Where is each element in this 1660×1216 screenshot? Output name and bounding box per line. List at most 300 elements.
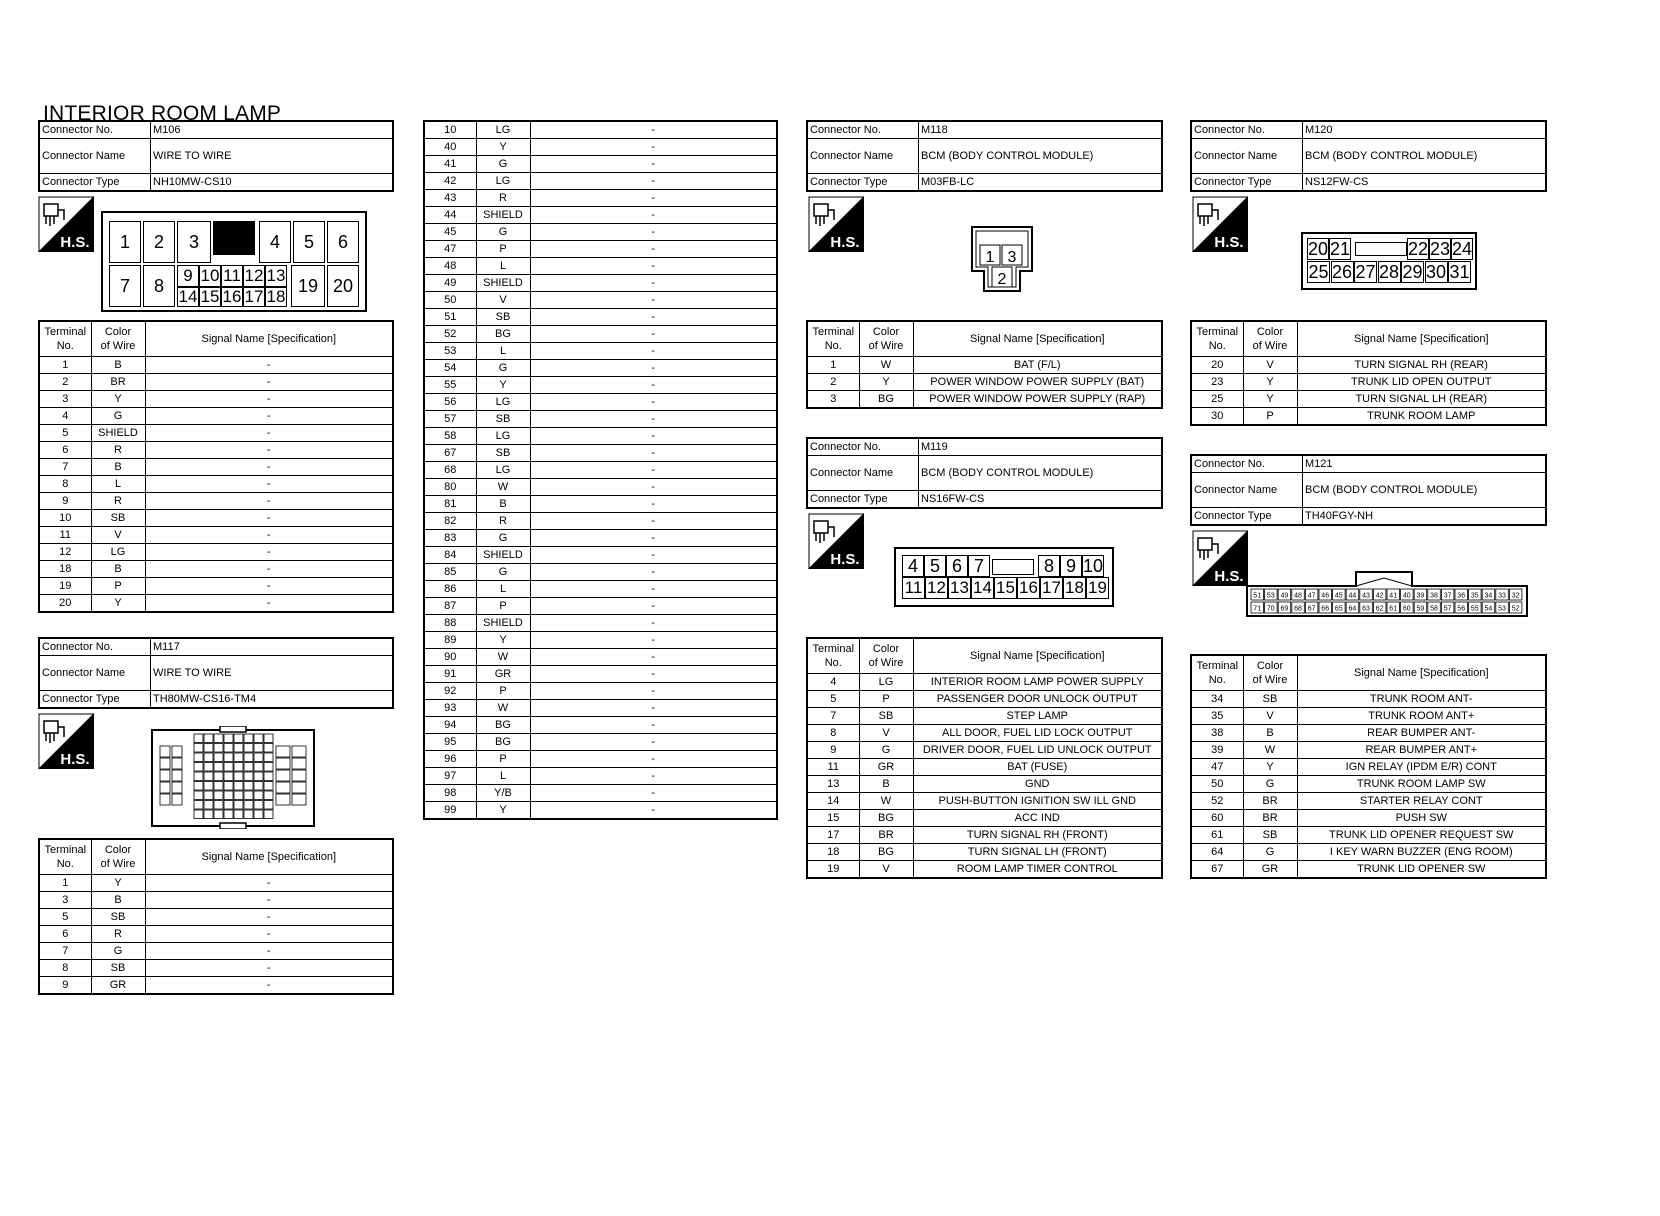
pin-row	[424, 768, 777, 785]
signal-cell: -	[145, 561, 393, 578]
signal-cell: -	[530, 292, 777, 309]
color-header-b: of Wire	[100, 340, 136, 352]
color-cell: G	[476, 156, 530, 173]
connector-pin	[204, 791, 213, 800]
pin-row	[424, 275, 777, 292]
connector-pin	[244, 772, 253, 781]
terminal-cell: 81	[424, 496, 476, 513]
info-label: Connector No.	[39, 121, 151, 139]
connector-pin	[276, 782, 290, 793]
connector-pin-label: 49	[1280, 592, 1289, 600]
connector-pin: 13	[948, 577, 971, 599]
color-header	[859, 321, 913, 357]
pin-row	[1191, 725, 1546, 742]
terminal-cell: 42	[424, 173, 476, 190]
color-header-b: of Wire	[1252, 340, 1288, 352]
color-cell: SHIELD	[476, 207, 530, 224]
pin-row	[39, 374, 393, 391]
color-cell: SB	[476, 411, 530, 428]
pin-row	[807, 691, 1162, 708]
color-cell: P	[476, 751, 530, 768]
info-value: BCM (BODY CONTROL MODULE)	[1303, 473, 1547, 508]
signal-cell: -	[530, 360, 777, 377]
connector-pin-label: 56	[1457, 605, 1466, 613]
signal-cell: -	[145, 875, 393, 892]
color-cell: B	[1243, 725, 1297, 742]
pin-row	[424, 360, 777, 377]
m121-info-table	[1190, 454, 1547, 526]
terminal-cell: 51	[424, 309, 476, 326]
connector-pin-label: 71	[1253, 605, 1262, 613]
color-cell: BG	[476, 326, 530, 343]
terminal-cell: 52	[424, 326, 476, 343]
m117-connector-face	[150, 726, 316, 829]
signal-cell: TRUNK ROOM ANT-	[1297, 691, 1546, 708]
connector-pin	[172, 794, 182, 805]
m117-pin-block	[38, 838, 394, 995]
color-cell: G	[91, 943, 145, 960]
color-cell: GR	[476, 666, 530, 683]
m106-info-block	[38, 120, 394, 192]
signal-header: Signal Name [Specification]	[1297, 321, 1546, 357]
terminal-cell: 3	[39, 892, 91, 909]
info-row	[39, 174, 393, 192]
signal-header: Signal Name [Specification]	[1297, 655, 1546, 691]
connector-pin-label: 44	[1348, 592, 1357, 600]
signal-cell: TURN SIGNAL LH (FRONT)	[913, 844, 1162, 861]
info-row	[1191, 473, 1546, 508]
connector-pin	[234, 782, 243, 791]
pin-row	[424, 700, 777, 717]
m119-info-table	[806, 437, 1163, 509]
terminal-cell: 14	[807, 793, 859, 810]
color-cell: B	[859, 776, 913, 793]
hs-icon	[808, 513, 864, 569]
color-cell: Y	[1243, 391, 1297, 408]
terminal-cell: 34	[1191, 691, 1243, 708]
connector-pin	[194, 744, 203, 753]
connector-pin: 7	[968, 555, 990, 577]
color-cell: SHIELD	[476, 547, 530, 564]
m118-pin-3: 3	[1007, 249, 1017, 266]
signal-cell: -	[145, 493, 393, 510]
signal-cell: -	[530, 326, 777, 343]
color-cell: W	[476, 479, 530, 496]
signal-cell: -	[530, 275, 777, 292]
terminal-cell: 1	[39, 875, 91, 892]
m121-pin-block	[1190, 654, 1547, 879]
terminal-header	[807, 638, 859, 674]
color-cell: P	[859, 691, 913, 708]
pin-row	[1191, 742, 1546, 759]
pin-row	[424, 479, 777, 496]
connector-pin	[234, 791, 243, 800]
terminal-cell: 90	[424, 649, 476, 666]
color-cell: Y	[91, 875, 145, 892]
pin-row	[424, 785, 777, 802]
connector-pin	[244, 734, 253, 743]
color-cell: R	[476, 513, 530, 530]
hs-label: H.S.	[830, 234, 860, 251]
connector-pin	[224, 782, 233, 791]
terminal-cell: 8	[39, 476, 91, 493]
terminal-header	[39, 839, 91, 875]
terminal-header-b: No.	[824, 340, 842, 352]
connector-pin-label: 40	[1402, 592, 1411, 600]
connector-pin	[224, 734, 233, 743]
pin-row	[807, 776, 1162, 793]
terminal-cell: 99	[424, 802, 476, 820]
color-cell: B	[91, 892, 145, 909]
connector-pin-label: 39	[1416, 592, 1425, 600]
connector-pin	[160, 770, 170, 781]
connector-pin: 15	[994, 577, 1017, 599]
info-value: M106	[151, 121, 394, 139]
info-label: Connector No.	[1191, 121, 1303, 139]
color-header-a: Color	[1256, 326, 1284, 338]
signal-header: Signal Name [Specification]	[145, 321, 393, 357]
m120-info-block	[1190, 120, 1547, 192]
color-cell: P	[476, 683, 530, 700]
signal-cell: -	[530, 121, 777, 139]
connector-pin: 25	[1308, 261, 1329, 282]
terminal-cell: 94	[424, 717, 476, 734]
connector-pin-label: 48	[1294, 592, 1302, 600]
pin-row	[807, 374, 1162, 391]
m120-pin-block	[1190, 320, 1547, 426]
connector-pin	[214, 753, 223, 762]
terminal-cell: 7	[807, 708, 859, 725]
connector-pin-label: 54	[1484, 605, 1493, 613]
color-cell: V	[1243, 708, 1297, 725]
terminal-cell: 5	[39, 425, 91, 442]
info-row	[807, 121, 1162, 139]
signal-cell: ACC IND	[913, 810, 1162, 827]
terminal-cell: 68	[424, 462, 476, 479]
terminal-cell: 52	[1191, 793, 1243, 810]
signal-cell: -	[530, 224, 777, 241]
color-cell: W	[476, 700, 530, 717]
terminal-cell: 7	[39, 943, 91, 960]
color-cell: P	[476, 241, 530, 258]
color-header-a: Color	[104, 844, 132, 856]
pin-row	[1191, 408, 1546, 426]
signal-cell: IGN RELAY (IPDM E/R) CONT	[1297, 759, 1546, 776]
m106-info-table	[38, 120, 394, 192]
terminal-cell: 47	[1191, 759, 1243, 776]
m121-info-block	[1190, 454, 1547, 526]
connector-pin-label: 45	[1334, 592, 1343, 600]
color-cell: BR	[1243, 810, 1297, 827]
signal-cell: -	[530, 683, 777, 700]
connector-pin: 19	[291, 265, 325, 307]
connector-pin	[264, 753, 273, 762]
pin-row	[1191, 844, 1546, 861]
signal-cell: I KEY WARN BUZZER (ENG ROOM)	[1297, 844, 1546, 861]
connector-pin	[234, 753, 243, 762]
terminal-cell: 44	[424, 207, 476, 224]
signal-cell: -	[145, 909, 393, 926]
pin-row	[424, 445, 777, 462]
pin-row	[807, 827, 1162, 844]
info-label: Connector Type	[807, 174, 919, 192]
color-cell: BG	[476, 734, 530, 751]
info-value: NS16FW-CS	[919, 491, 1163, 509]
connector-pin	[224, 763, 233, 772]
terminal-cell: 5	[807, 691, 859, 708]
terminal-cell: 95	[424, 734, 476, 751]
info-row	[807, 438, 1162, 456]
connector-pin-label: 65	[1334, 605, 1343, 613]
terminal-header-b: No.	[56, 340, 74, 352]
pin-row	[424, 632, 777, 649]
terminal-cell: 49	[424, 275, 476, 292]
m118-connector-face	[970, 225, 1034, 295]
terminal-cell: 3	[807, 391, 859, 409]
m106-pin-block	[38, 320, 394, 613]
connector-pin: 12	[244, 266, 264, 285]
connector-pin: 8	[1038, 555, 1060, 577]
terminal-cell: 88	[424, 615, 476, 632]
m106-connector-face	[101, 211, 367, 312]
terminal-cell: 8	[39, 960, 91, 977]
signal-cell: -	[530, 547, 777, 564]
signal-cell: TRUNK ROOM LAMP SW	[1297, 776, 1546, 793]
info-row	[39, 656, 393, 691]
pin-row	[39, 960, 393, 977]
signal-cell: -	[530, 768, 777, 785]
pin-row	[424, 581, 777, 598]
connector-pin: 6	[327, 221, 359, 263]
terminal-cell: 20	[1191, 357, 1243, 374]
color-cell: P	[91, 578, 145, 595]
pin-row	[1191, 810, 1546, 827]
color-cell: SB	[91, 510, 145, 527]
color-cell: SB	[91, 909, 145, 926]
info-value: BCM (BODY CONTROL MODULE)	[1303, 139, 1547, 174]
signal-cell: -	[530, 479, 777, 496]
terminal-cell: 91	[424, 666, 476, 683]
color-cell: Y	[859, 374, 913, 391]
signal-cell: -	[530, 513, 777, 530]
pin-row	[424, 241, 777, 258]
color-cell: Y	[476, 139, 530, 156]
terminal-cell: 57	[424, 411, 476, 428]
connector-pin	[244, 763, 253, 772]
connector-pin	[244, 782, 253, 791]
color-header	[859, 638, 913, 674]
m117-info-table	[38, 637, 394, 709]
color-header-b: of Wire	[868, 340, 904, 352]
pin-row	[807, 674, 1162, 691]
signal-cell: DRIVER DOOR, FUEL LID UNLOCK OUTPUT	[913, 742, 1162, 759]
connector-pin	[194, 763, 203, 772]
signal-cell: -	[530, 343, 777, 360]
signal-cell: -	[145, 544, 393, 561]
m118-pin-table	[806, 320, 1163, 409]
connector-pin	[292, 782, 306, 793]
connector-pin: 16	[1017, 577, 1040, 599]
connector-pin	[172, 770, 182, 781]
terminal-header	[39, 321, 91, 357]
signal-cell: -	[530, 190, 777, 207]
terminal-cell: 4	[39, 408, 91, 425]
color-cell: L	[476, 258, 530, 275]
connector-pin	[254, 744, 263, 753]
connector-pin: 29	[1402, 261, 1423, 282]
m118-info-block	[806, 120, 1163, 192]
connector-pin: 5	[924, 555, 946, 577]
connector-pin: 13	[266, 266, 286, 285]
info-value: M117	[151, 638, 394, 656]
terminal-cell: 11	[39, 527, 91, 544]
terminal-cell: 92	[424, 683, 476, 700]
connector-pin-label: 67	[1307, 605, 1316, 613]
color-cell: SB	[859, 708, 913, 725]
connector-pin	[160, 782, 170, 793]
color-cell: SB	[476, 445, 530, 462]
color-cell: W	[1243, 742, 1297, 759]
connector-pin	[264, 772, 273, 781]
color-cell: W	[476, 649, 530, 666]
connector-pin: 9	[177, 265, 199, 287]
info-label: Connector No.	[1191, 455, 1303, 473]
info-value: BCM (BODY CONTROL MODULE)	[919, 456, 1163, 491]
connector-pin: 8	[143, 265, 175, 307]
terminal-cell: 1	[39, 357, 91, 374]
signal-cell: -	[145, 408, 393, 425]
connector-pin	[264, 810, 273, 819]
signal-cell: ROOM LAMP TIMER CONTROL	[913, 861, 1162, 879]
connector-pin	[194, 734, 203, 743]
connector-pin	[254, 734, 263, 743]
hs-label: H.S.	[1214, 568, 1244, 585]
pin-row	[1191, 374, 1546, 391]
terminal-cell: 87	[424, 598, 476, 615]
color-cell: BG	[859, 844, 913, 861]
connector-pin-label: 61	[1389, 605, 1398, 613]
info-row	[1191, 508, 1546, 526]
connector-pin	[292, 794, 306, 805]
page-title: INTERIOR ROOM LAMP	[43, 102, 282, 125]
terminal-cell: 19	[807, 861, 859, 879]
pin-row	[424, 666, 777, 683]
connector-pin: 27	[1355, 261, 1376, 282]
connector-pin	[254, 782, 263, 791]
signal-cell: -	[530, 309, 777, 326]
terminal-header-b: No.	[824, 657, 842, 669]
color-cell: LG	[476, 428, 530, 445]
pin-row	[424, 615, 777, 632]
terminal-cell: 30	[1191, 408, 1243, 426]
connector-pin	[194, 791, 203, 800]
color-cell: G	[476, 564, 530, 581]
terminal-cell: 6	[39, 926, 91, 943]
terminal-cell: 9	[807, 742, 859, 759]
color-cell: BG	[859, 810, 913, 827]
pin-row	[424, 156, 777, 173]
pin-row	[39, 493, 393, 510]
pin-row	[39, 459, 393, 476]
pin-row	[1191, 776, 1546, 793]
connector-pin	[234, 744, 243, 753]
terminal-header	[1191, 655, 1243, 691]
color-cell: LG	[476, 394, 530, 411]
m117-pin-continued-block	[423, 120, 778, 820]
connector-pin: 10	[1082, 555, 1104, 576]
color-cell: Y	[1243, 759, 1297, 776]
connector-pin	[194, 772, 203, 781]
signal-cell: TRUNK LID OPEN OUTPUT	[1297, 374, 1546, 391]
connector-pin	[194, 801, 203, 810]
connector-pin	[254, 791, 263, 800]
signal-cell: -	[145, 527, 393, 544]
connector-pin	[264, 782, 273, 791]
color-cell: LG	[91, 544, 145, 561]
pin-row	[1191, 827, 1546, 844]
color-cell: R	[91, 926, 145, 943]
signal-cell: -	[530, 496, 777, 513]
hs-icon	[1192, 196, 1248, 252]
signal-header: Signal Name [Specification]	[145, 839, 393, 875]
terminal-cell: 20	[39, 595, 91, 613]
connector-pin-label: 70	[1266, 605, 1275, 613]
terminal-cell: 67	[1191, 861, 1243, 879]
pin-row	[39, 425, 393, 442]
connector-pin	[194, 753, 203, 762]
signal-cell: -	[145, 442, 393, 459]
info-value: M121	[1303, 455, 1547, 473]
pin-row	[1191, 391, 1546, 408]
color-cell: SB	[1243, 827, 1297, 844]
connector-pin	[292, 746, 306, 757]
connector-pin: 30	[1425, 261, 1447, 282]
hs-label: H.S.	[60, 234, 90, 251]
terminal-cell: 56	[424, 394, 476, 411]
color-cell: B	[91, 357, 145, 374]
terminal-cell: 97	[424, 768, 476, 785]
connector-pin	[244, 744, 253, 753]
terminal-header-b: No.	[1208, 674, 1226, 686]
color-cell: LG	[476, 462, 530, 479]
terminal-cell: 67	[424, 445, 476, 462]
connector-pin: 20	[327, 265, 359, 307]
color-cell: W	[859, 357, 913, 374]
signal-cell: -	[530, 258, 777, 275]
terminal-cell: 64	[1191, 844, 1243, 861]
connector-pin-label: 53	[1266, 592, 1275, 600]
info-label: Connector No.	[807, 438, 919, 456]
connector-pin: 10	[200, 266, 220, 285]
connector-pin-label: 60	[1402, 605, 1411, 613]
connector-pin	[254, 772, 263, 781]
terminal-cell: 35	[1191, 708, 1243, 725]
connector-pin: 2	[143, 221, 175, 263]
terminal-cell: 61	[1191, 827, 1243, 844]
signal-cell: TRUNK ROOM LAMP	[1297, 408, 1546, 426]
connector-pin	[234, 801, 243, 810]
color-cell: LG	[476, 121, 530, 139]
terminal-cell: 23	[1191, 374, 1243, 391]
terminal-cell: 50	[424, 292, 476, 309]
terminal-cell: 89	[424, 632, 476, 649]
connector-pin	[204, 753, 213, 762]
terminal-cell: 13	[807, 776, 859, 793]
signal-cell: -	[530, 241, 777, 258]
pin-row	[424, 207, 777, 224]
signal-cell: -	[530, 445, 777, 462]
hs-label: H.S.	[60, 751, 90, 768]
